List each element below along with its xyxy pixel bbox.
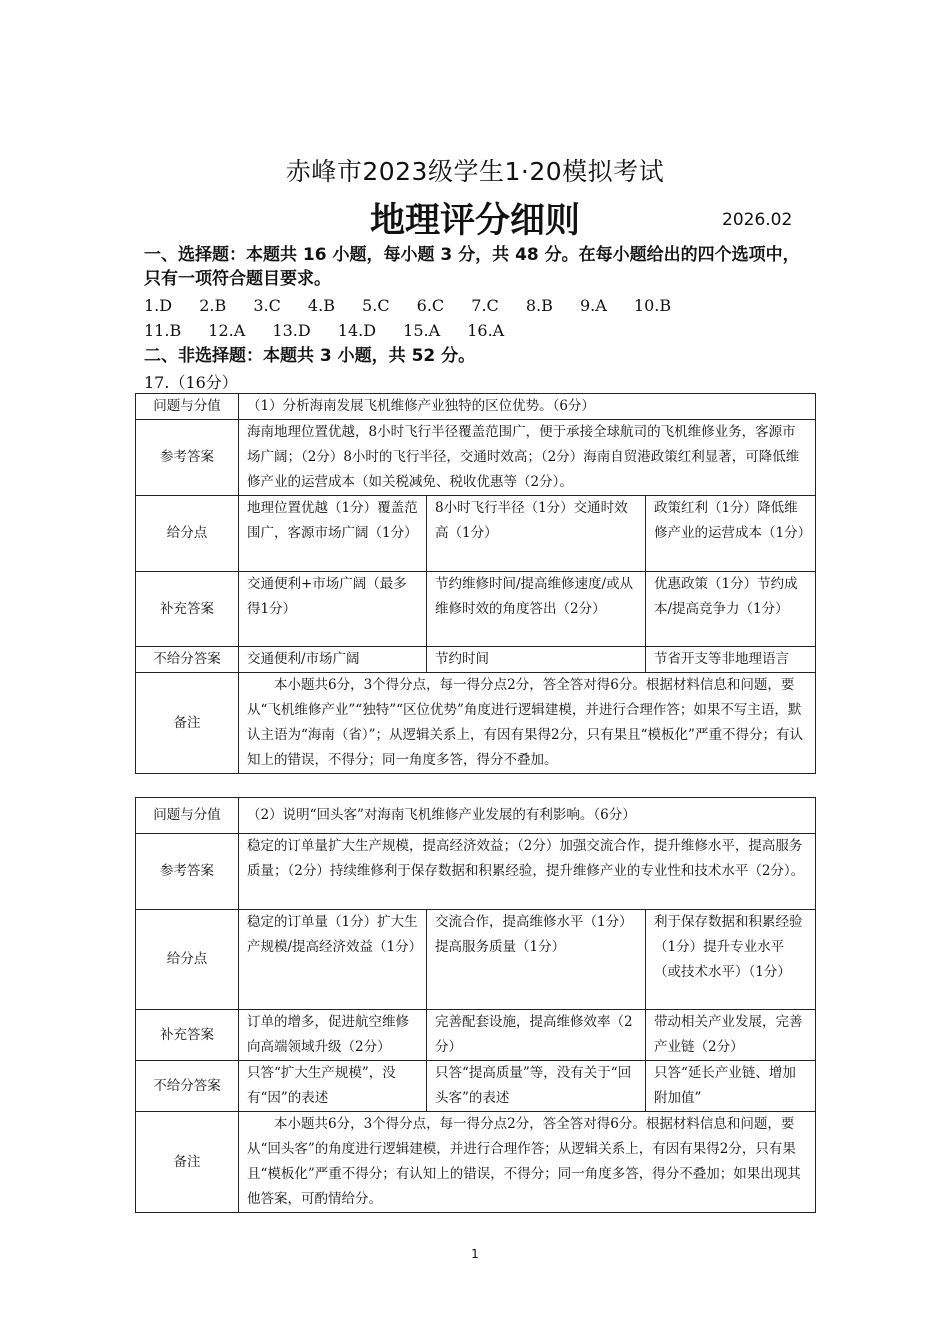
answer-item: 16.A — [467, 321, 505, 340]
answers-row2 — [144, 319, 526, 343]
notes-text: 本小题共6分，3个得分点，每一得分点2分，答全答对得6分。根据材料信息和问题，要从“回头客”的角度进行逻辑建模，并进行合理作答；从逻辑关系上，有因有果得2分，只有果且“模板化”严重不得分；有认知上的错误，不得分；同一角度多答，得分不叠加；如果出现其他答案，可酌情给分。 — [239, 1112, 816, 1213]
answers-row1 — [144, 294, 693, 318]
no-score-answer: 节约时间 — [427, 647, 646, 673]
label-question: 问题与分值 — [136, 394, 239, 420]
exam-title: 赤峰市2023级学生1·20模拟考试 — [285, 157, 665, 186]
no-score-answer: 只答“提高质量”等，没有关于“回头客”的表述 — [427, 1061, 646, 1112]
answer-item: 9.A — [580, 296, 607, 315]
label-reference: 参考答案 — [136, 834, 239, 910]
notes-text: 本小题共6分，3个得分点，每一得分点2分，答全答对得6分。根据材料信息和问题，要从“飞机维修产业”“独特”“区位优势”角度进行逻辑建模，并进行合理作答；如果不写主语，默认主语为“海南（省）”；从逻辑关系上，有因有果得2分，只有果且“模板化”严重不得分；有认知上的错误，不得分；同一角度多答，得分不叠加。 — [239, 673, 816, 774]
no-score-answer: 节省开支等非地理语言 — [646, 647, 816, 673]
supplement-answer: 交通便利+市场广阔（最多得1分） — [239, 572, 427, 647]
answer-item: 8.B — [525, 296, 553, 315]
scoring-table-1 — [135, 393, 816, 774]
score-point: 交流合作，提高维修水平（1分）提高服务质量（1分） — [427, 910, 646, 1010]
supplement-answer: 节约维修时间/提高维修速度/或从维修时效的角度答出（2分） — [427, 572, 646, 647]
supplement-answer: 完善配套设施，提高维修效率（2分） — [427, 1010, 646, 1061]
answer-item: 1.D — [144, 296, 173, 315]
label-supplement: 补充答案 — [136, 1010, 239, 1061]
answer-item: 2.B — [199, 296, 227, 315]
question-text: （2）说明“回头客”对海南飞机维修产业发展的有利影响。（6分） — [239, 798, 816, 834]
label-notes: 备注 — [136, 1112, 239, 1213]
label-no-score: 不给分答案 — [136, 647, 239, 673]
reference-answer: 海南地理位置优越，8小时飞行半径覆盖范围广，便于承接全球航司的飞机维修业务，客源市场广阔；（2分）8小时的飞行半径，交通时效高；（2分）海南自贸港政策红利显著，可降低维修产业的运营成本（如关税减免、税收优惠等（2分）。 — [239, 420, 816, 496]
answer-item: 13.D — [272, 321, 311, 340]
answer-item: 12.A — [208, 321, 246, 340]
answer-item: 4.B — [307, 296, 335, 315]
label-supplement: 补充答案 — [136, 572, 239, 647]
score-point: 利于保存数据和积累经验（1分）提升专业水平（或技术水平）（1分） — [646, 910, 816, 1010]
score-point: 稳定的订单量（1分）扩大生产规模/提高经济效益（1分） — [239, 910, 427, 1010]
no-score-answer: 交通便利/市场广阔 — [239, 647, 427, 673]
answer-item: 6.C — [416, 296, 445, 315]
score-point: 8小时飞行半径（1分）交通时效高（1分） — [427, 496, 646, 572]
scoring-table-2 — [135, 797, 816, 1213]
supplement-answer: 订单的增多，促进航空维修向高端领域升级（2分） — [239, 1010, 427, 1061]
label-notes: 备注 — [136, 673, 239, 774]
page-number: 1 — [471, 1247, 479, 1261]
answer-item: 7.C — [471, 296, 499, 315]
answer-item: 11.B — [144, 321, 182, 340]
answer-item: 15.A — [403, 321, 441, 340]
label-points: 给分点 — [136, 496, 239, 572]
label-points: 给分点 — [136, 910, 239, 1010]
label-question: 问题与分值 — [136, 798, 239, 834]
score-point: 地理位置优越（1分）覆盖范围广，客源市场广阔（1分） — [239, 496, 427, 572]
answer-item: 5.C — [362, 296, 390, 315]
no-score-answer: 只答“扩大生产规模”，没有“因”的表述 — [239, 1061, 427, 1112]
supplement-answer: 带动相关产业发展，完善产业链（2分） — [646, 1010, 816, 1061]
label-reference: 参考答案 — [136, 420, 239, 496]
doc-title: 地理评分细则 — [369, 201, 580, 241]
section1-heading: 一、选择题：本题共 16 小题，每小题 3 分，共 48 分。在每小题给出的四个选项中，只有一项符合题目要求。 — [144, 245, 800, 289]
answer-item: 3.C — [253, 296, 281, 315]
question-17-label: 17.（16分） — [144, 373, 238, 392]
reference-answer: 稳定的订单量扩大生产规模，提高经济效益；（2分）加强交流合作，提升维修水平，提高服务质量；（2分）持续维修利于保存数据和积累经验，提升维修产业的专业性和技术水平（2分）。 — [239, 834, 816, 910]
label-no-score: 不给分答案 — [136, 1061, 239, 1112]
section2-heading: 二、非选择题：本题共 3 小题，共 52 分。 — [144, 346, 476, 366]
doc-date: 2026.02 — [722, 210, 793, 230]
score-point: 政策红利（1分）降低维修产业的运营成本（1分） — [646, 496, 816, 572]
answer-item: 10.B — [633, 296, 672, 315]
answer-item: 14.D — [337, 321, 377, 340]
supplement-answer: 优惠政策（1分）节约成本/提高竞争力（1分） — [646, 572, 816, 647]
no-score-answer: 只答“延长产业链、增加附加值” — [646, 1061, 816, 1112]
question-text: （1）分析海南发展飞机维修产业独特的区位优势。（6分） — [239, 394, 816, 420]
